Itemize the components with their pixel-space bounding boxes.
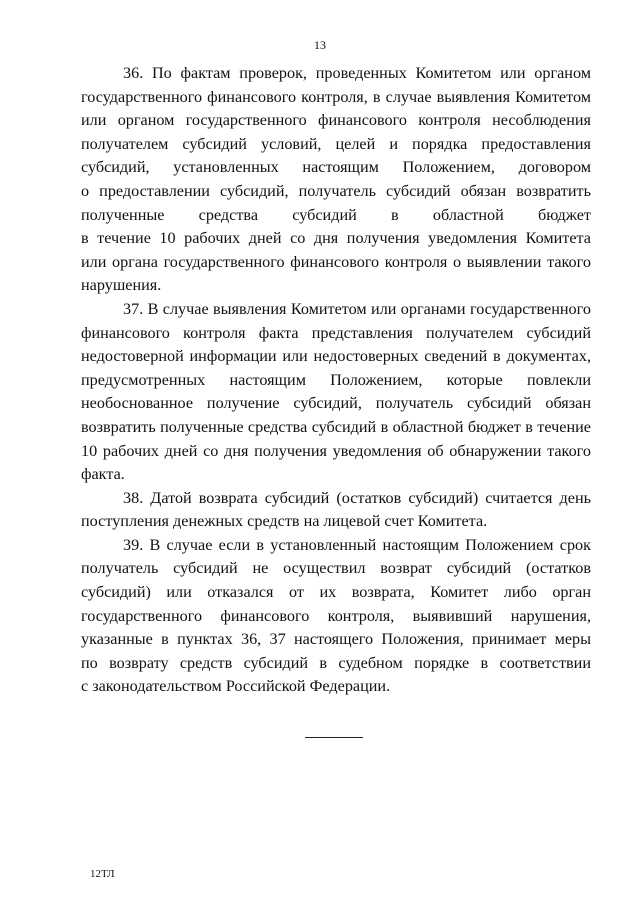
text-line: факта. xyxy=(81,465,125,484)
text-line: по возврату средств субсидий в судебном порядке в соответствии xyxy=(81,653,591,672)
text-line: полученные средства субсидий в областной бюджет xyxy=(81,205,591,224)
text-line: 39. В случае если в установленный настоящим Положением срок xyxy=(123,535,591,554)
text-line: субсидий) или отказался от их возврата, Комитет либо орган xyxy=(81,583,591,602)
text-line: о предоставлении субсидий, получатель субсидий обязан возвратить xyxy=(81,181,591,200)
text-line: необоснованное получение субсидий, получатель субсидий обязан xyxy=(81,394,591,413)
paragraph-39 xyxy=(81,534,591,699)
text-line: субсидий, установленных настоящим Положением, договором xyxy=(81,158,591,177)
text-line: поступления денежных средств на лицевой счет Комитета. xyxy=(81,512,488,531)
text-line: или органа государственного финансового контроля о выявлении такого xyxy=(81,252,591,271)
paragraph-36 xyxy=(81,62,591,298)
text-line: 10 рабочих дней со дня получения уведомления об обнаружении такого xyxy=(81,441,591,460)
text-line: финансового контроля факта представления получателем субсидий xyxy=(81,323,591,342)
text-line: с законодательством Российской Федерации. xyxy=(81,677,391,696)
paragraph-38 xyxy=(81,487,591,534)
text-line: или органом государственного финансового контроля несоблюдения xyxy=(81,111,591,130)
text-line: возвратить полученные средства субсидий в областной бюджет в течение xyxy=(81,417,591,436)
footer-code: 12ТЛ xyxy=(90,868,115,880)
document-body xyxy=(81,62,591,699)
text-line: предусмотренных настоящим Положением, которые повлекли xyxy=(81,370,591,389)
text-line: в течение 10 рабочих дней со дня получения уведомления Комитета xyxy=(81,229,591,248)
text-line: нарушения. xyxy=(81,276,162,295)
text-line: 37. В случае выявления Комитетом или органами государственного xyxy=(123,299,591,318)
text-line: недостоверной информации или недостоверных сведений в документах, xyxy=(81,347,591,366)
text-line: государственного финансового контроля, в случае выявления Комитетом xyxy=(81,87,591,106)
text-line: государственного финансового контроля, выявивший нарушения, xyxy=(81,606,591,625)
text-line: получателем субсидий условий, целей и порядка предоставления xyxy=(81,134,591,153)
end-of-text-divider xyxy=(305,737,363,738)
paragraph-37 xyxy=(81,298,591,487)
text-line: получатель субсидий не осуществил возврат субсидий (остатков xyxy=(81,559,591,578)
page-number: 13 xyxy=(314,38,326,52)
text-line: 36. По фактам проверок, проведенных Комитетом или органом xyxy=(123,64,591,82)
text-line: указанные в пунктах 36, 37 настоящего Положения, принимает меры xyxy=(81,630,591,649)
text-line: 38. Датой возврата субсидий (остатков субсидий) считается день xyxy=(123,488,591,507)
